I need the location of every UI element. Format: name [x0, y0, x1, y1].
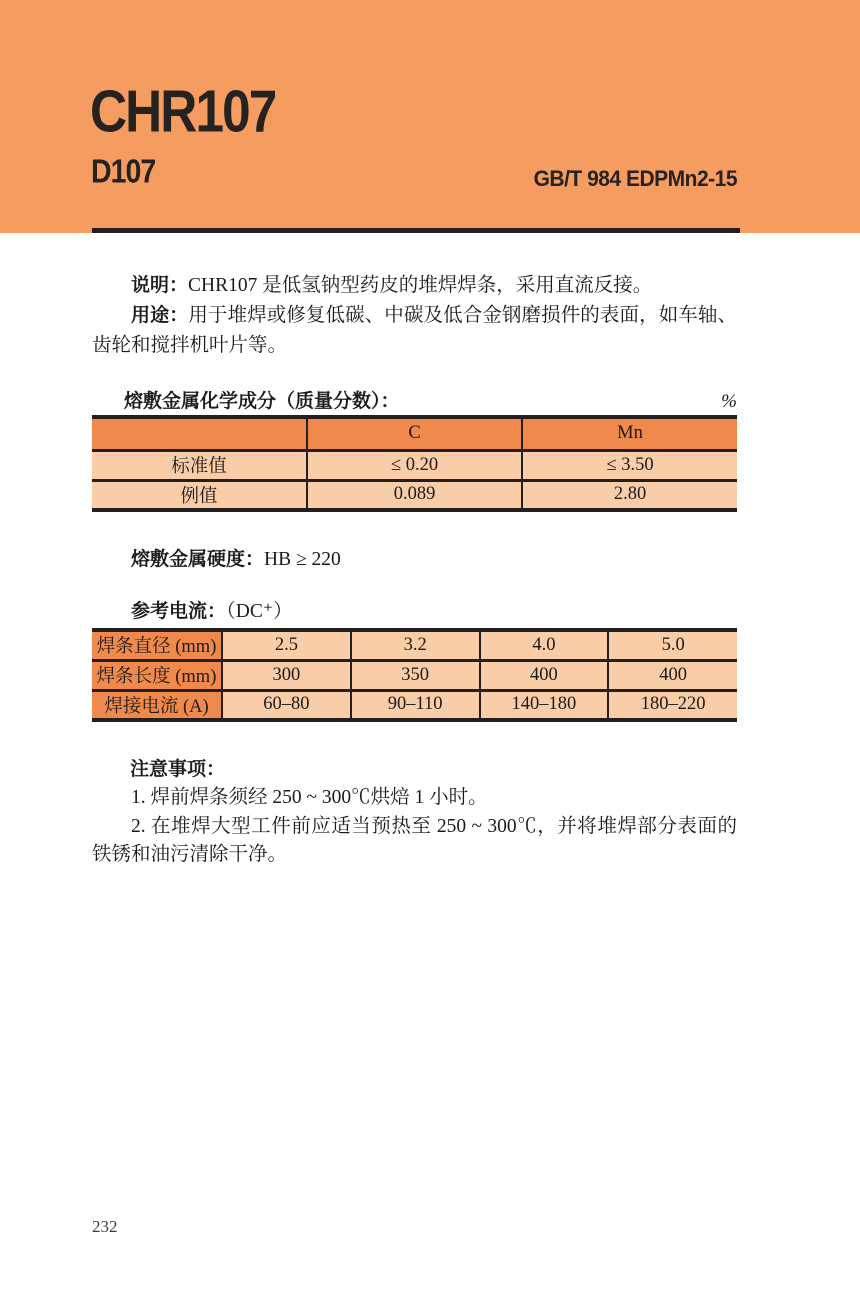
usage-label: 用途：	[131, 305, 189, 326]
table-row	[92, 690, 737, 720]
cell-current-3: 140–180	[480, 690, 609, 720]
masthead	[0, 0, 860, 233]
cell-diameter-4: 5.0	[608, 630, 737, 660]
masthead-rule	[92, 228, 740, 233]
content-column	[0, 271, 860, 870]
current-label: 参考电流：	[131, 601, 227, 622]
composition-title: 熔敷金属化学成分（质量分数）：	[124, 391, 400, 412]
cell-diameter-3: 4.0	[480, 630, 609, 660]
row-label-length: 焊条长度 (mm)	[92, 660, 222, 690]
table-row	[92, 450, 737, 480]
current-line	[92, 598, 737, 624]
cell-current-2: 90–110	[351, 690, 480, 720]
page-number: 232	[92, 1217, 118, 1236]
product-model-title: CHR107	[90, 78, 276, 145]
standard-designation: GB/T 984 EDPMn2-15	[533, 167, 737, 192]
note-item-1: 1. 焊前焊条须经 250 ~ 300℃烘焙 1 小时。	[131, 787, 488, 808]
composition-header-blank	[92, 417, 307, 450]
table-row	[92, 630, 737, 660]
cell-current-1: 60–80	[222, 690, 351, 720]
notes-title: 注意事项：	[130, 759, 226, 780]
description-text: CHR107 是低氢钠型药皮的堆焊焊条，采用直流反接。	[188, 275, 653, 296]
table-row	[92, 480, 737, 510]
composition-header-row	[92, 417, 737, 450]
usage-paragraph	[92, 301, 737, 361]
composition-title-row	[92, 385, 737, 413]
cell-c-standard: ≤ 0.20	[307, 450, 522, 480]
cell-mn-standard: ≤ 3.50	[522, 450, 737, 480]
composition-unit: %	[721, 391, 737, 412]
cell-length-4: 400	[608, 660, 737, 690]
cell-length-3: 400	[480, 660, 609, 690]
hardness-line	[92, 546, 737, 574]
table-row	[92, 660, 737, 690]
current-value: （DC⁺）	[226, 601, 293, 622]
composition-header-mn: Mn	[522, 417, 737, 450]
usage-text: 用于堆焊或修复低碳、中碳及低合金钢磨损件的表面，如车轴、齿轮和搅拌机叶片等。	[92, 305, 737, 356]
description-paragraph	[92, 271, 737, 301]
product-code: D107	[91, 153, 156, 191]
row-label: 例值	[92, 480, 307, 510]
note-item-2: 2. 在堆焊大型工件前应适当预热至 250 ~ 300℃，并将堆焊部分表面的铁锈和油污清除干净。	[92, 815, 737, 865]
cell-diameter-1: 2.5	[222, 630, 351, 660]
row-label-current: 焊接电流 (A)	[92, 690, 222, 720]
notes-section	[92, 756, 737, 870]
current-table	[92, 628, 737, 722]
cell-current-4: 180–220	[608, 690, 737, 720]
hardness-value: HB ≥ 220	[264, 549, 341, 570]
cell-c-example: 0.089	[307, 480, 522, 510]
hardness-label: 熔敷金属硬度：	[131, 549, 265, 570]
cell-diameter-2: 3.2	[351, 630, 480, 660]
description-label: 说明：	[131, 275, 189, 296]
cell-length-1: 300	[222, 660, 351, 690]
row-label-diameter: 焊条直径 (mm)	[92, 630, 222, 660]
composition-table	[92, 415, 737, 512]
row-label: 标准值	[92, 450, 307, 480]
composition-header-c: C	[307, 417, 522, 450]
cell-length-2: 350	[351, 660, 480, 690]
cell-mn-example: 2.80	[522, 480, 737, 510]
